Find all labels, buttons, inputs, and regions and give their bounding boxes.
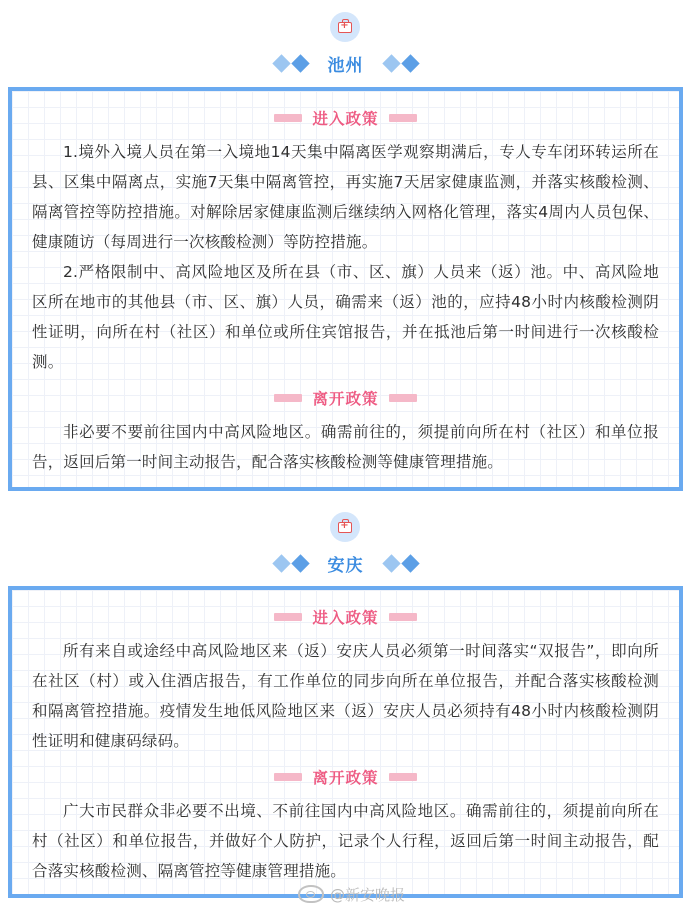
policy-panel-chizhou (8, 87, 683, 491)
medical-kit-badge (330, 512, 360, 542)
title-bar-left (274, 394, 302, 402)
policy-paragraph: 1.境外入境人员在第一入境地14天集中隔离医学观察期满后，专人专车闭环转运所在县、区集中隔离点，实施7天集中隔离管控，再实施7天居家健康监测，并落实核酸检测、隔离管控等防控措施。对解除居家健康监测后继续纳入网格化管理，落实4周内人员包保、健康随访（每周进行一次核酸检测）等防控措施。 (32, 143, 659, 251)
diamond-icon (382, 54, 400, 72)
city-name: 池州 (327, 55, 364, 76)
title-bar-right (389, 394, 417, 402)
policy-paragraph: 2.严格限制中、高风险地区及所在县（市、区、旗）人员来（返）池。中、高风险地区所在地市的其他县（市、区、旗）人员，确需来（返）池的，应持48小时内核酸检测阴性证明，向所在村（社区）和单位或所住宾馆报告，并在抵池后第一时间进行一次核酸检测。 (32, 263, 659, 371)
section-header-entry (32, 604, 659, 630)
policy-paragraph: 所有来自或途经中高风险地区来（返）安庆人员必须第一时间落实“双报告”，即向所在社区（村）或入住酒店报告，有工作单位的同步向所在单位报告，并配合落实核酸检测和隔离管控措施。疫情发生地低风险地区来（返）安庆人员必须持有48小时内核酸检测阴性证明和健康码绿码。 (32, 642, 659, 750)
section-header-entry (32, 105, 659, 131)
weibo-watermark (298, 882, 405, 906)
city-title-row (0, 50, 691, 76)
section-title: 进入政策 (312, 110, 379, 128)
weibo-icon (298, 885, 324, 903)
medical-kit-icon (338, 22, 352, 33)
city-header-chizhou (0, 12, 691, 82)
title-bar-left (274, 114, 302, 122)
section-header-exit (32, 385, 659, 411)
city-title-row (0, 550, 691, 576)
diamond-icon (382, 554, 400, 572)
diamond-icon (272, 54, 290, 72)
policy-paragraph: 非必要不要前往国内中高风险地区。确需前往的，须提前向所在村（社区）和单位报告，返回后第一时间主动报告，配合落实核酸检测等健康管理措施。 (32, 423, 659, 471)
title-bar-right (389, 114, 417, 122)
diamond-ornament-left (272, 57, 310, 70)
section-title: 进入政策 (312, 609, 379, 627)
policy-paragraph: 广大市民群众非必要不出境、不前往国内中高风险地区。确需前往的，须提前向所在村（社区）和单位报告，并做好个人防护，记录个人行程，返回后第一时间主动报告，配合落实核酸检测、隔离管控等健康管理措施。 (32, 802, 659, 880)
diamond-icon (291, 554, 309, 572)
diamond-icon (272, 554, 290, 572)
diamond-icon (401, 554, 419, 572)
medical-kit-icon (338, 522, 352, 533)
policy-panel-anqing (8, 586, 683, 898)
title-bar-left (274, 613, 302, 621)
section-title: 离开政策 (312, 390, 379, 408)
diamond-ornament-left (272, 557, 310, 570)
section-header-exit (32, 764, 659, 790)
title-bar-left (274, 773, 302, 781)
medical-kit-badge (330, 12, 360, 42)
diamond-icon (291, 54, 309, 72)
watermark-text: @新安晚报 (329, 885, 405, 904)
city-name: 安庆 (327, 555, 364, 576)
title-bar-right (389, 613, 417, 621)
section-title: 离开政策 (312, 769, 379, 787)
city-header-anqing (0, 512, 691, 582)
diamond-icon (401, 54, 419, 72)
diamond-ornament-right (382, 57, 420, 70)
title-bar-right (389, 773, 417, 781)
diamond-ornament-right (382, 557, 420, 570)
